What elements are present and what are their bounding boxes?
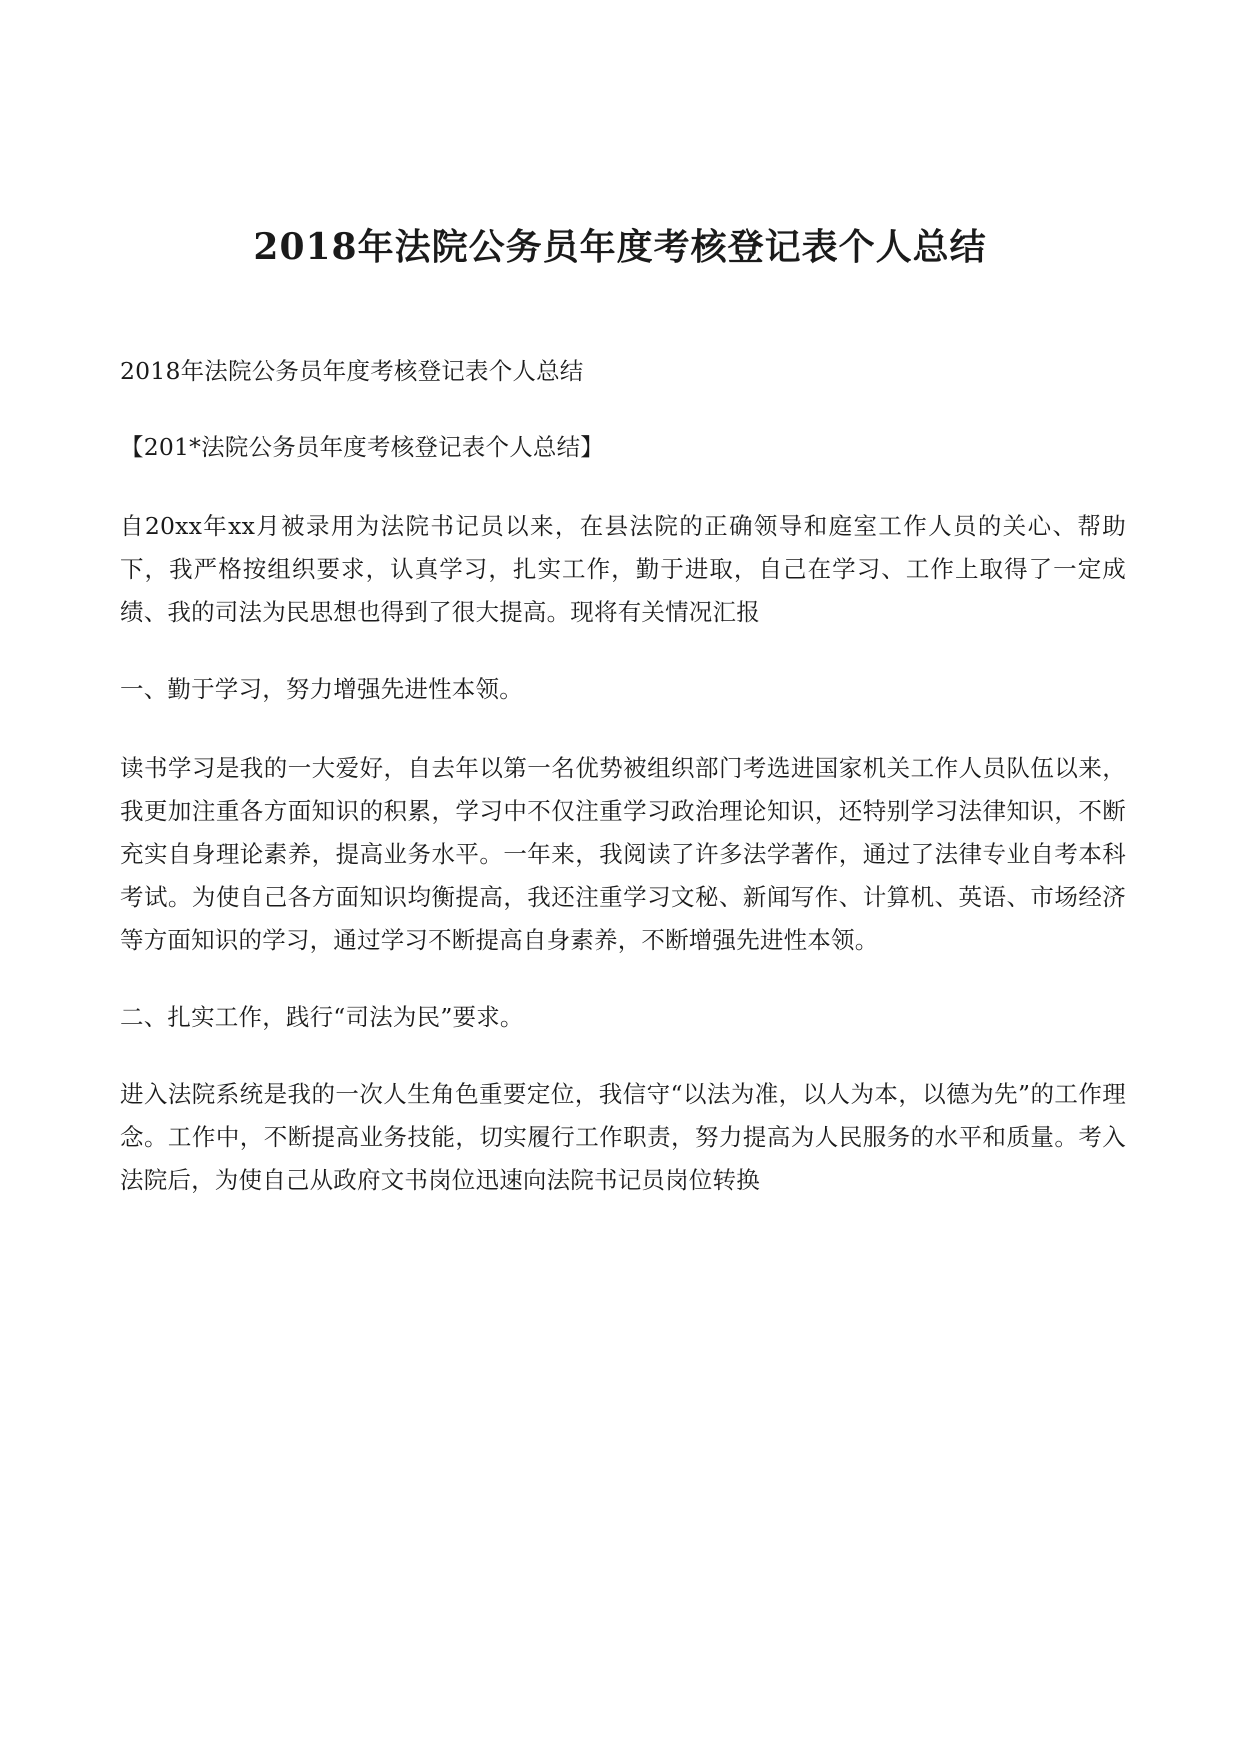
- document-body: [120, 350, 1126, 1202]
- section-2-paragraph: 进入法院系统是我的一次人生角色重要定位，我信守“以法为准，以人为本，以德为先”的工作理念。工作中，不断提高业务技能，切实履行工作职责，努力提高为人民服务的水平和质量。考入法院后，为使自己从政府文书岗位迅速向法院书记员岗位转换: [120, 1080, 1126, 1194]
- subtitle-paragraph: 2018年法院公务员年度考核登记表个人总结: [120, 357, 584, 385]
- intro-paragraph: 自20xx年xx月被录用为法院书记员以来，在县法院的正确领导和庭室工作人员的关心、帮助下，我严格按组织要求，认真学习，扎实工作，勤于进取，自己在学习、工作上取得了一定成绩、我的司法为民思想也得到了很大提高。现将有关情况汇报: [120, 512, 1126, 626]
- bracket-heading-paragraph: 【201*法院公务员年度考核登记表个人总结】: [120, 433, 605, 461]
- section-heading-2: 二、扎实工作，践行“司法为民”要求。: [120, 1003, 524, 1031]
- section-1-paragraph: 读书学习是我的一大爱好，自去年以第一名优势被组织部门考选进国家机关工作人员队伍以来，我更加注重各方面知识的积累，学习中不仅注重学习政治理论知识，还特别学习法律知识，不断充实自身理论素养，提高业务水平。一年来，我阅读了许多法学著作，通过了法律专业自考本科考试。为使自己各方面知识均衡提高，我还注重学习文秘、新闻写作、计算机、英语、市场经济等方面知识的学习，通过学习不断提高自身素养，不断增强先进性本领。: [120, 754, 1126, 954]
- section-heading-1: 一、勤于学习，努力增强先进性本领。: [120, 675, 523, 703]
- document-title: 2018年法院公务员年度考核登记表个人总结: [253, 226, 987, 268]
